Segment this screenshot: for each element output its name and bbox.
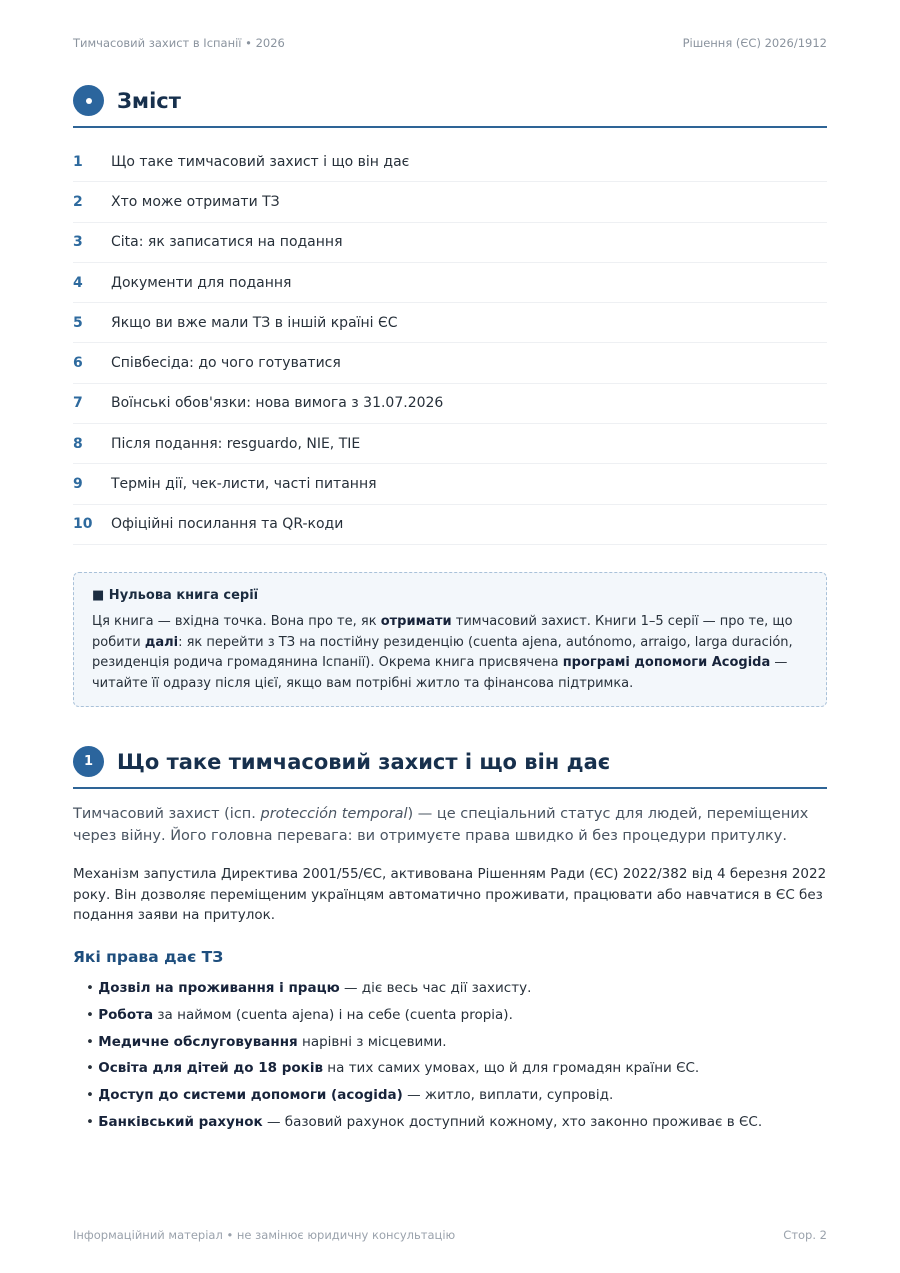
series-note-text: Ця книга — вхідна точка. Вона про те, як отримати тимчасовий захист. Книги 1–5 серії — про те, що робити далі: як перейти з ТЗ на постійну резиденцію (cuenta ajena, autónomo, arraigo, larga duración, резиденція родича громадянина Іспанії). Окрема книга присвячена програмі допомоги Acogida — читайте її одразу після цієї, якщо вам потрібні житло та фінансова підтримка.	[92, 614, 793, 691]
running-header	[73, 36, 827, 50]
toc-item-number: 5	[73, 314, 83, 331]
rights-subheading: Які права дає ТЗ	[73, 948, 224, 966]
toc-item[interactable]	[73, 223, 827, 263]
toc-item-label: Після подання: resguardo, NIE, TIE	[111, 435, 361, 452]
toc-item-number: 2	[73, 193, 83, 210]
toc-item-label: Воїнські обов'язки: нова вимога з 31.07.2026	[111, 395, 444, 412]
toc-item[interactable]	[73, 182, 827, 222]
section-number-badge: 1	[73, 746, 104, 777]
toc-item[interactable]	[73, 263, 827, 303]
section-1-heading	[73, 746, 827, 789]
toc-item[interactable]	[73, 142, 827, 182]
toc-item-number: 6	[73, 355, 83, 372]
list-item: • Медичне обслуговування нарівні з місцевими.	[86, 1033, 447, 1050]
series-note-title: ■ Нульова книга серії	[92, 588, 259, 603]
rights-list	[86, 978, 827, 1139]
toc-item-number: 10	[73, 516, 93, 533]
toc-item-label: Документи для подання	[111, 274, 292, 291]
section-1-title: Що таке тимчасовий захист і що він дає	[117, 749, 611, 774]
toc-item-number: 7	[73, 395, 83, 412]
toc-item-number: 9	[73, 476, 83, 493]
page-number: Стор. 2	[783, 1228, 827, 1242]
toc-item-number: 1	[73, 153, 83, 170]
toc-list	[73, 142, 827, 545]
toc-title: Зміст	[117, 88, 181, 113]
toc-item-label: Хто може отримати ТЗ	[111, 193, 280, 210]
toc-item-label: Якщо ви вже мали ТЗ в іншій країні ЄС	[111, 314, 398, 331]
series-note-box	[73, 572, 827, 707]
dot-icon	[86, 98, 92, 104]
running-footer	[73, 1228, 827, 1242]
toc-item[interactable]	[73, 343, 827, 383]
toc-item[interactable]	[73, 424, 827, 464]
list-item: • Банківський рахунок — базовий рахунок доступний кожному, хто законно проживає в ЄС.	[86, 1113, 763, 1130]
toc-item-label: Що таке тимчасовий захист і що він дає	[111, 153, 410, 170]
toc-badge	[73, 85, 104, 116]
footer-disclaimer: Інформаційний матеріал • не замінює юридичну консультацію	[73, 1228, 456, 1242]
toc-item-label: Офіційні посилання та QR-коди	[111, 516, 344, 533]
header-decision-ref: Рішення (ЄС) 2026/1912	[682, 36, 827, 50]
toc-item-label: Співбесіда: до чого готуватися	[111, 355, 341, 372]
section-1-paragraph: Механізм запустила Директива 2001/55/ЄС, активована Рішенням Ради (ЄС) 2022/382 від 4 березня 2022 року. Він дозволяє переміщеним українцям автоматично проживати, працювати або навчатися в ЄС без подання заяви на притулок.	[73, 866, 827, 923]
header-doc-title: Тимчасовий захист в Іспанії • 2026	[73, 36, 285, 50]
list-item: • Доступ до системи допомоги (acogida) — житло, виплати, супровід.	[86, 1087, 614, 1104]
toc-item-label: Термін дії, чек-листи, часті питання	[111, 476, 377, 493]
toc-heading	[73, 85, 827, 128]
toc-item-number: 3	[73, 234, 83, 251]
toc-item-number: 8	[73, 435, 83, 452]
toc-item[interactable]	[73, 303, 827, 343]
toc-item-label: Cita: як записатися на подання	[111, 234, 343, 251]
list-item: • Дозвіл на проживання і працю — діє весь час дії захисту.	[86, 980, 532, 996]
list-item: • Робота за наймом (cuenta ajena) і на себе (cuenta propia).	[86, 1006, 513, 1023]
toc-item-number: 4	[73, 274, 83, 291]
toc-item[interactable]	[73, 384, 827, 424]
list-item: • Освіта для дітей до 18 років на тих самих умовах, що й для громадян країни ЄС.	[86, 1060, 700, 1077]
section-1-lead: Тимчасовий захист (ісп. protección temporal) — це спеціальний статус для людей, переміщених через війну. Його головна перевага: ви отримуєте права швидко й без процедури притулку.	[73, 806, 809, 844]
toc-item[interactable]	[73, 505, 827, 545]
toc-item[interactable]	[73, 464, 827, 504]
